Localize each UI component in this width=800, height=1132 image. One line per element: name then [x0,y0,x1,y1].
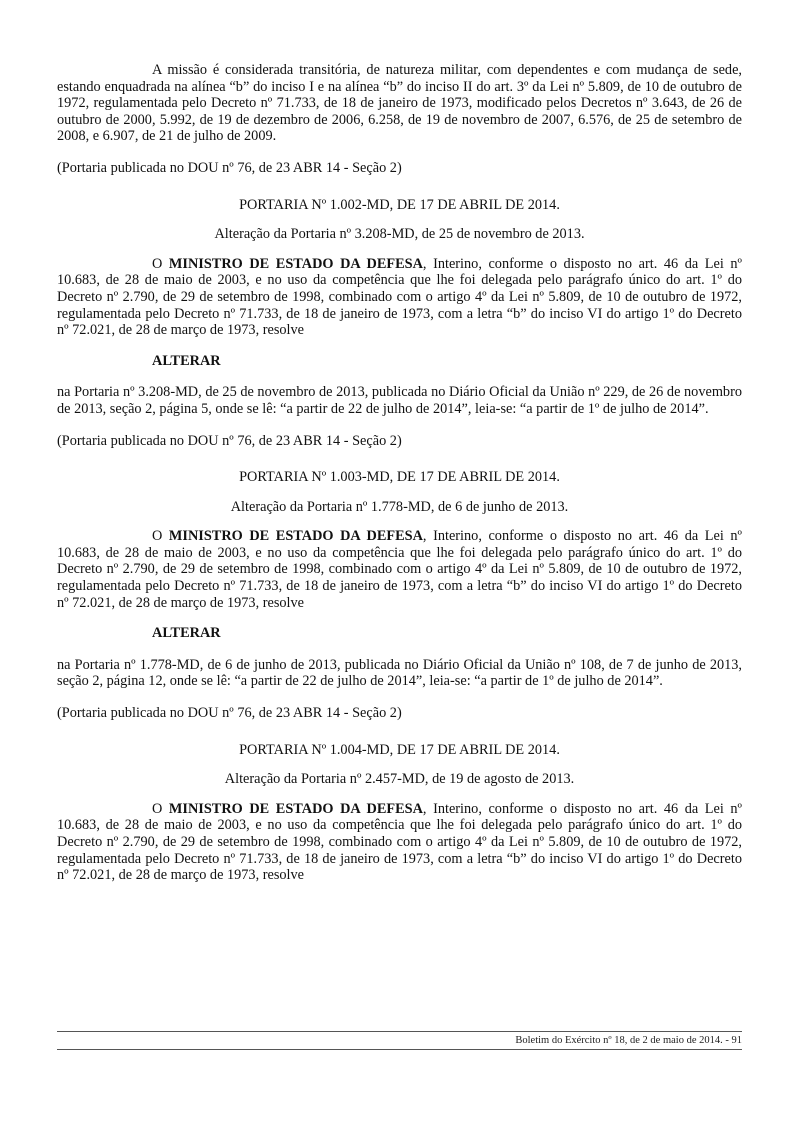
portaria-1002 [57,197,742,450]
portaria-title: PORTARIA Nº 1.004-MD, DE 17 DE ABRIL DE 2014. [239,741,560,758]
portaria-verb: ALTERAR [152,352,221,369]
portaria-verb: ALTERAR [152,625,221,642]
portaria-title: PORTARIA Nº 1.003-MD, DE 17 DE ABRIL DE 2014. [239,469,560,486]
intro-paragraph: A missão é considerada transitória, de natureza militar, com dependentes e com mudança de sede, estando enquadrada na alínea “b” do inciso I e na alínea “b” do inciso II do art. 3º da Lei nº 5.809, de 10 de outubro de 1972, regulamentada pelo Decreto nº 71.733, de 18 de janeiro de 1973, modificado pelos Decretos nº 3.643, de 26 de outubro de 2000, 5.992, de 19 de dezembro de 2006, 6.258, de 19 de novembro de 2007, 6.576, de 25 de setembro de 2008, e 6.907, de 21 de julho de 2009. [57,62,742,145]
body-prefix: O [152,528,169,545]
minister-title: MINISTRO DE ESTADO DA DEFESA [168,528,423,545]
portaria-body [57,801,742,884]
body-text: , Interino, conforme o disposto no art. 46 da Lei nº 10.683, de 28 de maio de 2003, e no uso da competência que lhe foi delegada pelo parágrafo único do art. 1º do Decreto nº 2.790, de 29 de setembro de 1998, combinado com o artigo 4º da Lei nº 5.809, de 10 de outubro de 1972, regulamentada pelo Decreto nº 71.733, de 18 de janeiro de 1973, com a letra “b” do inciso VI do artigo 1º do Decreto nº 72.021, de 28 de março de 1973, resolve [57,800,742,884]
portaria-subtitle: Alteração da Portaria nº 3.208-MD, de 25 de novembro de 2013. [214,226,585,243]
body-prefix: O [152,800,169,817]
minister-title: MINISTRO DE ESTADO DA DEFESA [168,800,423,817]
portaria-body [57,256,742,339]
portaria-body [57,528,742,611]
portaria-subtitle: Alteração da Portaria nº 2.457-MD, de 19 de agosto de 2013. [224,771,575,788]
portaria-subtitle: Alteração da Portaria nº 1.778-MD, de 6 de junho de 2013. [230,498,569,515]
body-text: , Interino, conforme o disposto no art. 46 da Lei nº 10.683, de 28 de maio de 2003, e no uso da competência que lhe foi delegada pelo parágrafo único do art. 1º do Decreto nº 2.790, de 29 de setembro de 1998, combinado com o artigo 4º da Lei nº 5.809, de 10 de outubro de 1972, regulamentada pelo Decreto nº 71.733, de 18 de janeiro de 1973, com a letra “b” do inciso VI do artigo 1º do Decreto nº 72.021, de 28 de março de 1973, resolve [57,528,742,611]
portaria-alteration: na Portaria nº 1.778-MD, de 6 de junho de 2013, publicada no Diário Oficial da União nº 108, de 7 de junho de 2013, seção 2, página 12, onde se lê: “a partir de 22 de julho de 2014”, leia-se: “a partir de 1º de julho de 2014”. [57,656,742,690]
portaria-alteration: na Portaria nº 3.208-MD, de 25 de novembro de 2013, publicada no Diário Oficial da União nº 229, de 26 de novembro de 2013, seção 2, página 5, onde se lê: “a partir de 22 de julho de 2014”, leia-se: “a partir de 1º de julho de 2014”. [57,384,742,417]
portaria-1003 [57,469,742,722]
intro-publication-note: (Portaria publicada no DOU nº 76, de 23 ABR 14 - Seção 2) [57,159,402,176]
minister-title: MINISTRO DE ESTADO DA DEFESA [168,255,423,272]
portaria-publication-note: (Portaria publicada no DOU nº 76, de 23 ABR 14 - Seção 2) [57,432,402,449]
portaria-1004 [57,742,742,884]
page-footer [57,1031,742,1050]
document-page [57,62,742,884]
footer-text: Boletim do Exército nº 18, de 2 de maio de 2014. - 91 [515,1035,742,1046]
body-text: , Interino, conforme o disposto no art. 46 da Lei nº 10.683, de 28 de maio de 2003, e no uso da competência que lhe foi delegada pelo parágrafo único do art. 1º do Decreto nº 2.790, de 29 de setembro de 1998, combinado com o artigo 4º da Lei nº 5.809, de 10 de outubro de 1972, regulamentada pelo Decreto nº 71.733, de 18 de janeiro de 1973, com a letra “b” do inciso VI do artigo 1º do Decreto nº 72.021, de 28 de março de 1973, resolve [57,255,742,339]
portaria-publication-note: (Portaria publicada no DOU nº 76, de 23 ABR 14 - Seção 2) [57,705,402,722]
body-prefix: O [152,255,169,272]
portaria-title: PORTARIA Nº 1.002-MD, DE 17 DE ABRIL DE 2014. [239,196,560,213]
